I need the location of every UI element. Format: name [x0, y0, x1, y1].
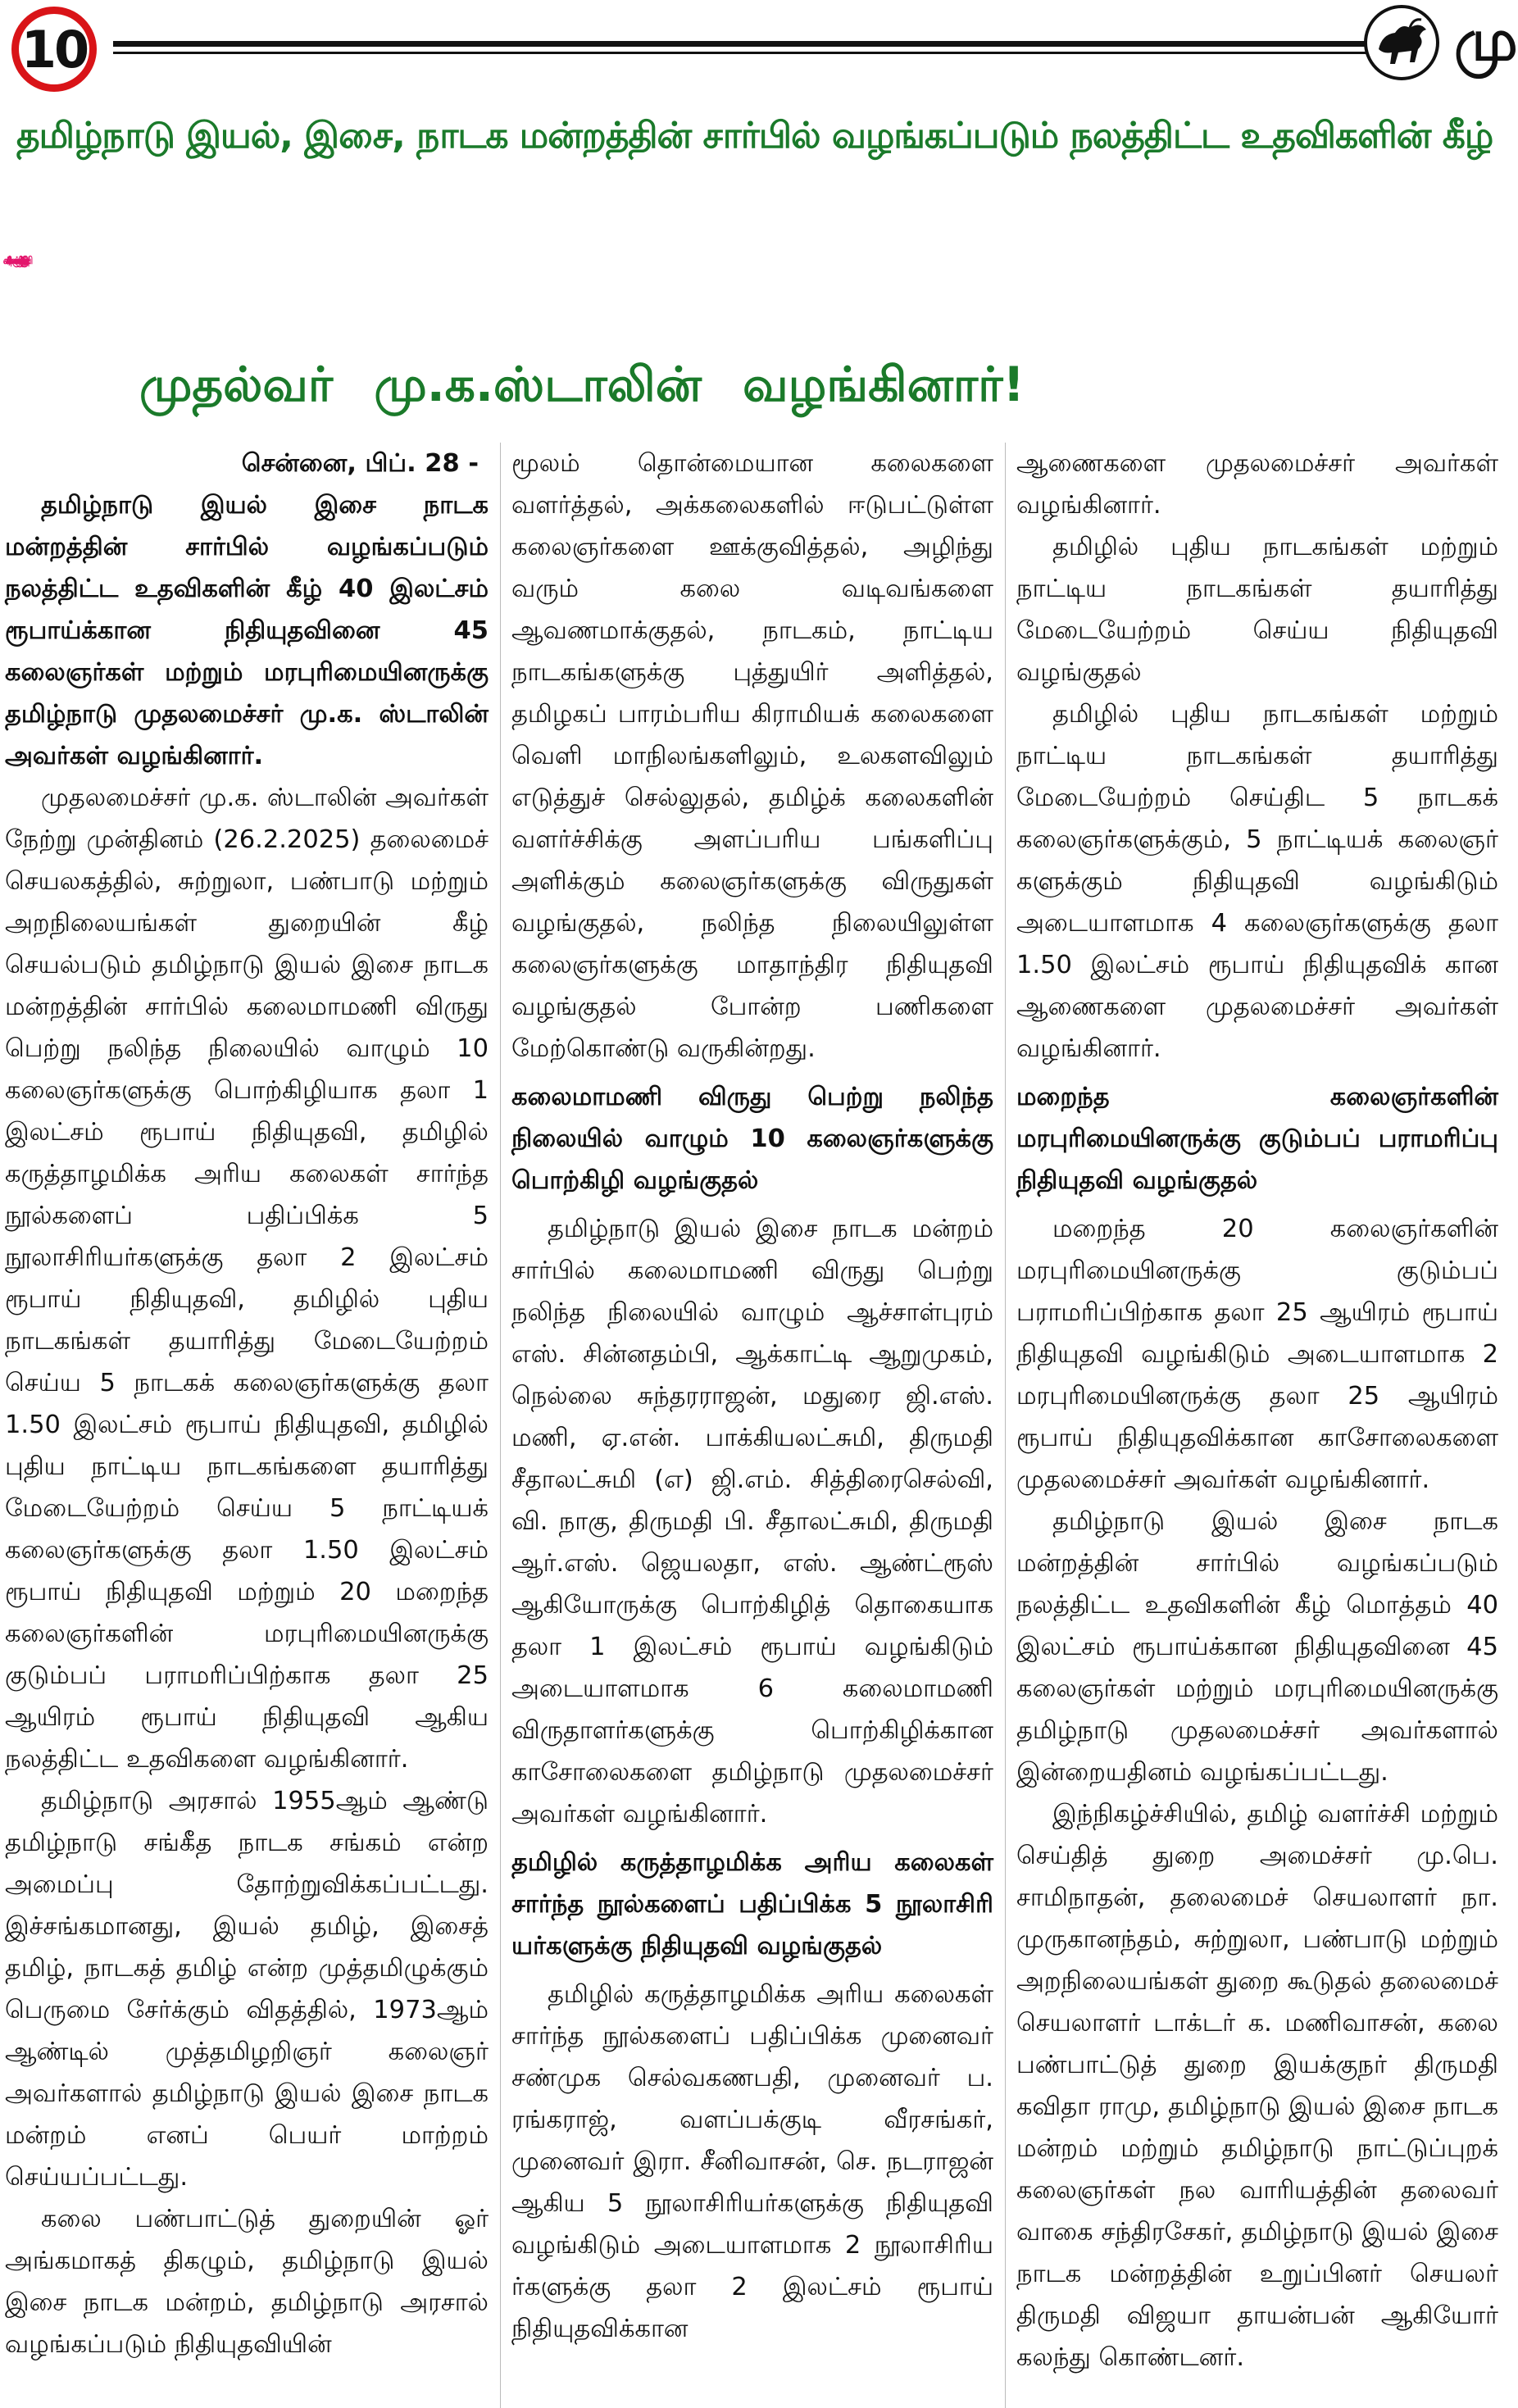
- article-column-1: [5, 443, 489, 2408]
- section-subheading: தமிழில் கருத்தாழமிக்க அரிய கலைகள் சார்ந்த நூல்களைப் பதிப்பிக்க 5 நூலாசிரி யர்களுக்கு நிதியுதவி வழங்குதல்: [511, 1848, 993, 1960]
- masthead-rule-thick: [113, 41, 1397, 47]
- body-paragraph: தமிழ்நாடு அரசால் 1955ஆம் ஆண்டு தமிழ்நாடு சங்கீத நாடக சங்கம் என்ற அமைப்பு தோற்றுவிக்கப்பட்டது. இச்சங்கமானது, இயல் தமிழ், இசைத் தமிழ், நாடகத் தமிழ் என்ற முத்தமிழுக்கும் பெருமை சேர்க்கும் விதத்தில், 1973ஆம் ஆண்டில் முத்தமிழறிஞர் கலைஞர் அவர்களால் தமிழ்நாடு இயல் இசை நாடக மன்றம் எனப் பெயர் மாற்றம் செய்யப்பட்டது.: [5, 1787, 489, 2192]
- body-paragraph: ஆணைகளை முதலமைச்சர் அவர்கள் வழங்கினார்.: [1016, 449, 1498, 520]
- kicker-line: தமிழ்நாடு இயல், இசை, நாடக மன்றத்தின் சார்பில் வழங்கப்படும் நலத்திட்ட உதவிகளின் கீழ்: [16, 115, 1493, 157]
- section-subheading: கலைமாமணி விருது பெற்று நலிந்த நிலையில் வாழும் 10 கலைஞர்களுக்கு பொற்கிழி வழங்குதல்: [511, 1083, 993, 1195]
- page-number-badge: 10: [11, 7, 97, 92]
- column-divider: [500, 443, 501, 2408]
- body-paragraph: கலை பண்பாட்டுத் துறையின் ஓர் அங்கமாகத் திகழும், தமிழ்நாடு இயல் இசை நாடக மன்றம், தமிழ்நாடு அரசால் வழங்கப்படும் நிதியுதவியின்: [5, 2205, 489, 2359]
- body-paragraph: தமிழில் புதிய நாடகங்கள் மற்றும் நாட்டிய நாடகங்கள் தயாரித்து மேடையேற்றம் செய்ய நிதியுதவி வழங்குதல்: [1016, 533, 1498, 687]
- bull-logo-icon: [1364, 5, 1439, 80]
- body-paragraph: தமிழில் கருத்தாழமிக்க அரிய கலைகள் சார்ந்த நூல்களைப் பதிப்பிக்க முனைவர் சண்முக செல்வகணபதி, முனைவர் ப. ரங்கராஜ், வளப்பக்குடி வீரசங்கர், முனைவர் இரா. சீனிவாசன், செ. நடராஜன் ஆகிய 5 நூலாசிரியர்களுக்கு நிதியுதவி வழங்கிடும் அடையாளமாக 2 நூலாசிரிய ர்களுக்கு தலா 2 இலட்சம் ரூபாய் நிதியுதவிக்கான: [511, 1980, 993, 2343]
- article-column-2: [511, 443, 993, 2408]
- masthead-rule-thin: [113, 52, 1397, 54]
- dateline: சென்னை, பிப். 28 -: [241, 449, 479, 478]
- body-paragraph: தமிழ்நாடு இயல் இசை நாடக மன்றம் சார்பில் கலைமாமணி விருது பெற்று நலிந்த நிலையில் வாழும் ஆச்சாள்புரம் எஸ். சின்னதம்பி, ஆக்காட்டி ஆறுமுகம், நெல்லை சுந்தரராஜன், மதுரை ஜி.எஸ். மணி, ஏ.என். பாக்கியலட்சுமி, திருமதி சீதாலட்சுமி (எ) ஜி.எம். சித்திரைசெல்வி, வி. நாகு, திருமதி பி. சீதாலட்சுமி, திருமதி ஆர்.எஸ். ஜெயலதா, எஸ். ஆண்ட்ரூஸ் ஆகியோருக்கு பொற்கிழித் தொகையாக தலா 1 இலட்சம் ரூபாய் வழங்கிடும் அடையாளமாக 6 கலைமாமணி விருதாளர்களுக்கு பொற்கிழிக்கான காசோலைகளை தமிழ்நாடு முதலமைச்சர் அவர்கள் வழங்கினார்.: [511, 1215, 993, 1829]
- main-headline: 45 கலைஞர்கள் - மரபுரிமையினருக்கு 40 லட்சம் ரூபாய் நிதியுதவி!: [7, 255, 25, 267]
- article-column-3: [1016, 443, 1498, 2408]
- lead-paragraph: தமிழ்நாடு இயல் இசை நாடக மன்றத்தின் சார்பில் வழங்கப்படும் நலத்திட்ட உதவிகளின் கீழ் 40 இலட்சம் ரூபாய்க்கான நிதியுதவினை 45 கலைஞர்கள் மற்றும் மரபுரிமையினருக்கு தமிழ்நாடு முதலமைச்சர் மு.க. ஸ்டாலின் அவர்கள் வழங்கினார்.: [5, 491, 489, 770]
- body-paragraph: மறைந்த 20 கலைஞர்களின் மரபுரிமையினருக்கு குடும்பப் பராமரிப்பிற்காக தலா 25 ஆயிரம் ரூபாய் நிதியுதவி வழங்கிடும் அடையாளமாக 2 மரபுரிமையினருக்கு தலா 25 ஆயிரம் ரூபாய் நிதியுதவிக்கான காசோலைகளை முதலமைச்சர் அவர்கள் வழங்கினார்.: [1016, 1215, 1498, 1494]
- body-paragraph: மூலம் தொன்மையான கலைகளை வளர்த்தல், அக்கலைகளில் ஈடுபட்டுள்ள கலைஞர்களை ஊக்குவித்தல், அழிந்து வரும் கலை வடிவங்களை ஆவணமாக்குதல், நாடகம், நாட்டிய நாடகங்களுக்கு புத்துயிர் அளித்தல், தமிழகப் பாரம்பரிய கிராமியக் கலைகளை வெளி மாநிலங்களிலும், உலகளவிலும் எடுத்துச் செல்லுதல், தமிழ்க் கலைகளின் வளர்ச்சிக்கு அளப்பரிய பங்களிப்பு அளிக்கும் கலைஞர்களுக்கு விருதுகள் வழங்குதல், நலிந்த நிலையிலுள்ள கலைஞர்களுக்கு மாதாந்திர நிதியுதவி வழங்குதல் போன்ற பணிகளை மேற்கொண்டு வருகின்றது.: [511, 449, 993, 1063]
- body-paragraph: தமிழில் புதிய நாடகங்கள் மற்றும் நாட்டிய நாடகங்கள் தயாரித்து மேடையேற்றம் செய்திட 5 நாடகக் கலைஞர்களுக்கும், 5 நாட்டியக் கலைஞர் களுக்கும் நிதியுதவி வழங்கிடும் அடையாளமாக 4 கலைஞர்களுக்கு தலா 1.50 இலட்சம் ரூபாய் நிதியுதவிக் கான ஆணைகளை முதலமைச்சர் அவர்கள் வழங்கினார்.: [1016, 700, 1498, 1063]
- sub-headline: முதல்வர் மு.க.ஸ்டாலின் வழங்கினார்!: [139, 357, 1025, 412]
- paper-name-fragment: மு: [1454, 7, 1518, 74]
- body-paragraph: தமிழ்நாடு இயல் இசை நாடக மன்றத்தின் சார்பில் வழங்கப்படும் நலத்திட்ட உதவிகளின் கீழ் மொத்தம் 40 இலட்சம் ரூபாய்க்கான நிதியுதவினை 45 கலைஞர்கள் மற்றும் மரபுரிமையினருக்கு தமிழ்நாடு முதலமைச்சர் அவர்களால் இன்றையதினம் வழங்கப்பட்டது.: [1016, 1507, 1498, 1787]
- body-paragraph: இந்நிகழ்ச்சியில், தமிழ் வளர்ச்சி மற்றும் செய்தித் துறை அமைச்சர் மு.பெ. சாமிநாதன், தலைமைச் செயலாளர் நா. முருகானந்தம், சுற்றுலா, பண்பாடு மற்றும் அறநிலையங்கள் துறை கூடுதல் தலைமைச் செயலாளர் டாக்டர் க. மணிவாசன், கலை பண்பாட்டுத் துறை இயக்குநர் திருமதி கவிதா ராமு, தமிழ்நாடு இயல் இசை நாடக மன்றம் மற்றும் தமிழ்நாடு நாட்டுப்புறக் கலைஞர்கள் நல வாரியத்தின் தலைவர் வாகை சந்திரசேகர், தமிழ்நாடு இயல் இசை நாடக மன்றத்தின் உறுப்பினர் செயலர் திருமதி விஜயா தாயன்பன் ஆகியோர் கலந்து கொண்டனர்.: [1016, 1800, 1498, 2372]
- section-subheading: மறைந்த கலைஞர்களின் மரபுரிமையினருக்கு குடும்பப் பராமரிப்பு நிதியுதவி வழங்குதல்: [1016, 1083, 1498, 1195]
- column-divider: [1005, 443, 1006, 2408]
- body-paragraph: முதலமைச்சர் மு.க. ஸ்டாலின் அவர்கள் நேற்று முன்தினம் (26.2.2025) தலைமைச் செயலகத்தில், சுற்றுலா, பண்பாடு மற்றும் அறநிலையங்கள் துறையின் கீழ் செயல்படும் தமிழ்நாடு இயல் இசை நாடக மன்றத்தின் சார்பில் கலைமாமணி விருது பெற்று நலிந்த நிலையில் வாழும் 10 கலைஞர்களுக்கு பொற்கிழியாக தலா 1 இலட்சம் ரூபாய் நிதியுதவி, தமிழில் கருத்தாழமிக்க அரிய கலைகள் சார்ந்த நூல்களைப் பதிப்பிக்க 5 நூலாசிரியர்களுக்கு தலா 2 இலட்சம் ரூபாய் நிதியுதவி, தமிழில் புதிய நாடகங்கள் தயாரித்து மேடையேற்றம் செய்ய 5 நாடகக் கலைஞர்களுக்கு தலா 1.50 இலட்சம் ரூபாய் நிதியுதவி, தமிழில் புதிய நாட்டிய நாடகங்களை தயாரித்து மேடையேற்றம் செய்ய 5 நாட்டியக் கலைஞர்களுக்கு தலா 1.50 இலட்சம் ரூபாய் நிதியுதவி மற்றும் 20 மறைந்த கலைஞர்களின் மரபுரிமையினருக்கு குடும்பப் பராமரிப்பிற்காக தலா 25 ஆயிரம் ரூபாய் நிதியுதவி ஆகிய நலத்திட்ட உதவிகளை வழங்கினார்.: [5, 784, 489, 1774]
- masthead: [0, 0, 1518, 98]
